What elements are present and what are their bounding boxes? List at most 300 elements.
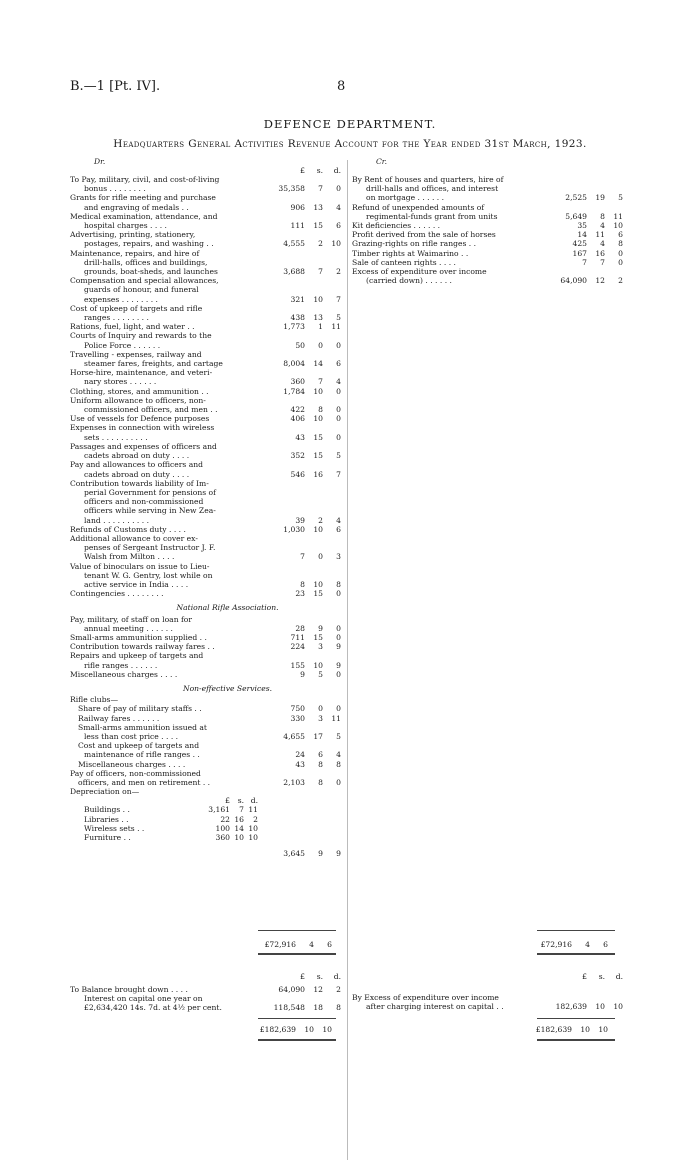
amount-pence: 0 xyxy=(336,632,341,642)
amount-pence: 5 xyxy=(336,313,341,323)
ledger-row-text: grounds, boat-sheds, and launches xyxy=(84,267,218,277)
credit-heading: Cr. xyxy=(376,157,388,166)
ledger-row-text: Advertising, printing, stationery, xyxy=(70,230,196,240)
amount-pounds: 35 xyxy=(577,221,587,231)
amount-pounds: 321 xyxy=(290,294,305,304)
amount-pence: 0 xyxy=(336,778,341,787)
depreciation-pence: 10 xyxy=(248,833,258,843)
ledger-row-text: Rations, fuel, light, and water . . xyxy=(70,322,195,332)
ledger-row-amount xyxy=(253,516,345,525)
amount-shillings: 10 xyxy=(313,579,323,589)
ledger-row xyxy=(70,778,345,787)
ledger-row-amount xyxy=(253,184,345,193)
amount-shillings: 12 xyxy=(595,276,605,286)
amount-pounds: 43 xyxy=(295,759,305,769)
ledger-row xyxy=(70,571,345,580)
amount-pence: 4 xyxy=(336,202,341,212)
ledger-row xyxy=(70,295,345,304)
amount-shillings: 10 xyxy=(313,294,323,304)
ledger-row xyxy=(70,760,345,769)
total-pence: 10 xyxy=(598,1025,608,1034)
ledger-row-amount xyxy=(253,405,345,414)
nra-rows xyxy=(70,615,345,679)
ledger-row-text: cadets abroad on duty . . . . xyxy=(84,451,190,461)
amount-pounds: 43 xyxy=(295,432,305,442)
depreciation-pence: 11 xyxy=(248,805,258,815)
amount-pounds: 50 xyxy=(295,340,305,350)
amount-pence: 7 xyxy=(336,294,341,304)
credit-total-rule-bottom xyxy=(537,953,615,955)
amount-pence: 5 xyxy=(336,451,341,461)
page-header xyxy=(70,79,625,99)
amount-shillings: 15 xyxy=(313,589,323,599)
ledger-row xyxy=(70,239,345,248)
nra-section-title: National Rifle Association. xyxy=(176,603,279,613)
ledger-row-text: sets . . . . . . . . . . xyxy=(84,432,148,442)
ledger-row-text: active service in India . . . . xyxy=(84,579,189,589)
amount-shillings: 2 xyxy=(318,515,323,525)
ledger-row-text: Pay, military, of staff on loan for xyxy=(70,614,193,624)
amount-pounds: 9 xyxy=(300,669,305,679)
balance-debit-column xyxy=(70,972,345,1013)
amount-shillings: 0 xyxy=(318,552,323,562)
amount-pence: 0 xyxy=(336,623,341,633)
amount-pence: 11 xyxy=(331,713,341,723)
ledger-row xyxy=(70,414,345,423)
ledger-row-amount xyxy=(253,624,345,633)
ledger-row-text: on mortgage . . . . . . xyxy=(366,193,445,203)
ledger-row xyxy=(70,741,345,750)
balance-credit-currency-header xyxy=(352,972,627,981)
depreciation-pence: 10 xyxy=(248,823,258,833)
ledger-row-text: bonus . . . . . . . . xyxy=(84,184,146,194)
amount-pounds: 111 xyxy=(290,221,305,231)
total-shillings: 4 xyxy=(309,940,314,949)
ledger-row-text: Contribution towards liability of Im- xyxy=(70,478,209,488)
depreciation-shillings: 10 xyxy=(234,833,244,843)
ledger-row-text: Additional allowance to cover ex- xyxy=(70,533,198,543)
ledger-row xyxy=(70,516,345,525)
depreciation-label: Libraries . . xyxy=(84,814,129,824)
amount-pounds: 23 xyxy=(295,589,305,599)
amount-pence: 9 xyxy=(336,660,341,670)
pence-header: d. xyxy=(333,166,341,175)
ledger-row-text: Railway fares . . . . . . xyxy=(78,713,160,723)
ledger-row xyxy=(352,993,627,1002)
ledger-row xyxy=(352,221,627,230)
ledger-row xyxy=(70,723,345,732)
amount-shillings: 13 xyxy=(313,202,323,212)
ledger-row xyxy=(70,787,345,796)
ledger-row xyxy=(70,377,345,386)
ledger-row xyxy=(70,387,345,396)
ledger-row-amount xyxy=(535,1002,627,1011)
ledger-row-text: Small-arms ammunition supplied . . xyxy=(70,632,207,642)
ledger-row-amount xyxy=(535,193,627,202)
ledger-row xyxy=(352,276,627,285)
ledger-row-text: Walsh from Milton . . . . xyxy=(84,552,175,562)
amount-shillings: 16 xyxy=(595,248,605,258)
ledger-row-amount xyxy=(253,387,345,396)
amount-pence: 4 xyxy=(336,750,341,760)
amount-pence: 10 xyxy=(613,221,623,231)
amount-pence: 8 xyxy=(618,239,623,249)
ledger-row-text: drill-halls and offices, and interest xyxy=(366,184,499,194)
ledger-row xyxy=(70,267,345,276)
amount-pounds: 406 xyxy=(290,414,305,424)
balance-debit-total xyxy=(248,1025,332,1034)
ledger-row xyxy=(70,506,345,515)
depreciation-row xyxy=(70,824,345,833)
amount-pence: 0 xyxy=(336,414,341,424)
ledger-row xyxy=(70,212,345,221)
ledger-row xyxy=(70,714,345,723)
ledger-row-amount xyxy=(535,258,627,267)
amount-shillings: 9 xyxy=(318,623,323,633)
ledger-row-amount xyxy=(253,239,345,248)
ledger-row xyxy=(70,433,345,442)
debit-total-rule-top xyxy=(258,930,336,931)
ledger-row-amount xyxy=(253,732,345,741)
ledger-row-amount xyxy=(253,589,345,598)
amount-shillings: 4 xyxy=(600,221,605,231)
amount-shillings: 1 xyxy=(318,322,323,332)
amount-pounds: 3,645 xyxy=(283,849,305,859)
depreciation-pence: 2 xyxy=(253,814,258,824)
ledger-row-amount xyxy=(253,203,345,212)
ledger-row-text: regimental-funds grant from units xyxy=(366,211,498,221)
ledger-row xyxy=(70,331,345,340)
ledger-row-text: hospital charges . . . . xyxy=(84,221,167,231)
total-shillings: 10 xyxy=(580,1025,590,1034)
depreciation-row xyxy=(70,833,345,842)
ledger-row-text: cadets abroad on duty . . . . xyxy=(84,469,190,479)
ledger-row xyxy=(352,258,627,267)
amount-pence: 9 xyxy=(336,849,341,859)
balance-debit-rows xyxy=(70,985,345,1013)
ledger-row xyxy=(70,405,345,414)
ledger-row xyxy=(70,525,345,534)
ledger-row-text: Maintenance, repairs, and hire of xyxy=(70,248,200,258)
ledger-row-text: Courts of Inquiry and rewards to the xyxy=(70,331,212,341)
amount-pence: 9 xyxy=(336,642,341,652)
amount-shillings: 14 xyxy=(313,359,323,369)
ledger-row-text: after charging interest on capital . . xyxy=(366,1002,504,1012)
document-code: B.—1 [Pt. IV]. xyxy=(70,79,161,94)
amount-pounds: 546 xyxy=(290,469,305,479)
ledger-row-amount xyxy=(253,633,345,642)
ledger-row xyxy=(70,396,345,405)
amount-shillings: 6 xyxy=(318,750,323,760)
ledger-row-text: drill-halls, offices and buildings, xyxy=(84,257,208,267)
ledger-row-text: By Excess of expenditure over income xyxy=(352,993,499,1002)
amount-pence: 0 xyxy=(336,669,341,679)
amount-pounds: 182,639 xyxy=(555,1002,587,1012)
ledger-row xyxy=(70,276,345,285)
ledger-row xyxy=(70,580,345,589)
amount-pence: 8 xyxy=(336,759,341,769)
ledger-row-amount xyxy=(253,714,345,723)
ledger-row-text: Refunds of Customs duty . . . . xyxy=(70,524,186,534)
ledger-row xyxy=(352,1002,627,1011)
ledger-row xyxy=(70,562,345,571)
amount-shillings: 5 xyxy=(318,669,323,679)
ledger-row-text: Value of binoculars on issue to Lieu- xyxy=(70,561,210,571)
ledger-row-text: and engraving of medals . . xyxy=(84,202,189,212)
amount-pounds: 438 xyxy=(290,313,305,323)
ledger-row-amount xyxy=(253,1003,345,1012)
amount-pounds: 906 xyxy=(290,202,305,212)
ledger-row-amount xyxy=(535,221,627,230)
ledger-row-amount xyxy=(253,295,345,304)
ledger-row xyxy=(70,624,345,633)
amount-pounds: 7 xyxy=(582,257,587,267)
ledger-row-amount xyxy=(253,778,345,787)
ledger-row xyxy=(70,1003,345,1012)
ledger-row-text: Medical examination, attendance, and xyxy=(70,211,218,221)
amount-pounds: 224 xyxy=(290,642,305,652)
balance-credit-total-rule-top xyxy=(537,1018,615,1019)
dep-pounds-header: £ xyxy=(225,796,230,806)
ledger-row xyxy=(70,322,345,331)
depreciation-pounds: 100 xyxy=(215,823,230,833)
ledger-row xyxy=(70,230,345,239)
ledger-row-text: Interest on capital one year on xyxy=(84,994,203,1004)
ledger-row-text: Timber rights at Waimarino . . xyxy=(352,248,469,258)
balance-credit-total-rule-bottom xyxy=(537,1039,615,1041)
debit-total-rule-bottom xyxy=(258,953,336,955)
amount-pence: 5 xyxy=(336,731,341,741)
amount-pounds: 118,548 xyxy=(273,1003,305,1013)
ledger-row xyxy=(352,249,627,258)
credit-total xyxy=(524,940,608,949)
total-pounds: £182,639 xyxy=(259,1025,296,1034)
amount-shillings: 15 xyxy=(313,432,323,442)
amount-pounds: 28 xyxy=(295,623,305,633)
ledger-row-amount xyxy=(253,433,345,442)
amount-shillings: 10 xyxy=(313,660,323,670)
amount-shillings: 0 xyxy=(318,340,323,350)
amount-pence: 5 xyxy=(618,193,623,203)
depreciation-row xyxy=(70,815,345,824)
depreciation-shillings: 7 xyxy=(239,805,244,815)
ledger-row xyxy=(352,239,627,248)
pounds-header: £ xyxy=(582,972,587,981)
amount-pounds: 14 xyxy=(577,230,587,240)
amount-pounds: 39 xyxy=(295,515,305,525)
department-title: DEFENCE DEPARTMENT. xyxy=(263,117,437,131)
ledger-row-amount xyxy=(253,552,345,561)
amount-pence: 3 xyxy=(336,552,341,562)
ledger-row xyxy=(70,285,345,294)
amount-pence: 6 xyxy=(336,524,341,534)
amount-pence: 0 xyxy=(336,589,341,599)
amount-pence: 0 xyxy=(336,405,341,415)
amount-pence: 0 xyxy=(336,704,341,714)
ledger-row xyxy=(70,534,345,543)
ledger-row-text: £2,634,420 14s. 7d. at 4½ per cent. xyxy=(84,1003,222,1013)
ledger-row xyxy=(70,695,345,704)
amount-pence: 11 xyxy=(613,211,623,221)
ledger-row xyxy=(70,994,345,1003)
amount-pounds: 360 xyxy=(290,377,305,387)
ledger-row xyxy=(352,184,627,193)
ledger-row xyxy=(70,642,345,651)
ledger-row-text: Contingencies . . . . . . . . xyxy=(70,589,164,599)
ledger-row-text: Miscellaneous charges . . . . xyxy=(78,759,186,769)
amount-pence: 0 xyxy=(336,340,341,350)
amount-pounds: 2,103 xyxy=(283,778,305,787)
amount-pence: 4 xyxy=(336,515,341,525)
amount-pence: 6 xyxy=(336,359,341,369)
total-pence: 10 xyxy=(322,1025,332,1034)
ledger-row-amount xyxy=(535,212,627,221)
amount-shillings: 15 xyxy=(313,221,323,231)
amount-shillings: 17 xyxy=(313,731,323,741)
pence-header: d. xyxy=(615,972,623,981)
amount-shillings: 2 xyxy=(318,239,323,249)
amount-shillings: 10 xyxy=(313,524,323,534)
ledger-row-amount xyxy=(253,313,345,322)
ledger-row-text: Clothing, stores, and ammunition . . xyxy=(70,386,209,396)
ledger-row-text: officers, and men on retirement . . xyxy=(78,778,211,787)
pounds-header: £ xyxy=(300,166,305,175)
ledger-row-text: To Balance brought down . . . . xyxy=(70,985,188,994)
ledger-row-text: annual meeting . . . . . . xyxy=(84,623,173,633)
ledger-row xyxy=(70,350,345,359)
ledger-row xyxy=(352,267,627,276)
ledger-row-text: perial Government for pensions of xyxy=(84,487,216,497)
ledger-row-amount xyxy=(253,470,345,479)
amount-pounds: 167 xyxy=(572,248,587,258)
amount-pounds: 155 xyxy=(290,660,305,670)
ledger-row-text: commissioned officers, and men . . xyxy=(84,405,218,415)
amount-pounds: 352 xyxy=(290,451,305,461)
ledger-row-amount xyxy=(253,377,345,386)
ledger-row-text: To Pay, military, civil, and cost-of-living xyxy=(70,175,220,184)
amount-pounds: 5,649 xyxy=(565,211,587,221)
amount-pounds: 64,090 xyxy=(278,985,305,994)
ledger-row-amount xyxy=(535,230,627,239)
depreciation-total xyxy=(253,849,345,858)
ledger-row xyxy=(352,203,627,212)
ledger-row-text: guards of honour, and funeral xyxy=(84,285,199,295)
ledger-row-text: nary stores . . . . . . xyxy=(84,377,157,387)
amount-shillings: 7 xyxy=(318,184,323,194)
ledger-row-amount xyxy=(253,580,345,589)
ledger-row xyxy=(70,451,345,460)
amount-pounds: 2,525 xyxy=(565,193,587,203)
ledger-row-text: Cost of upkeep of targets and rifle xyxy=(70,303,203,313)
ledger-row-text: Share of pay of military staffs . . xyxy=(78,704,202,714)
total-shillings: 10 xyxy=(304,1025,314,1034)
ledger-row-text: maintenance of rifle ranges . . xyxy=(84,750,200,760)
ledger-row-amount xyxy=(535,276,627,285)
amount-pounds: 422 xyxy=(290,405,305,415)
ledger-row xyxy=(70,368,345,377)
depreciation-label: Furniture . . xyxy=(84,833,131,843)
amount-pounds: 4,655 xyxy=(283,731,305,741)
ledger-row xyxy=(70,497,345,506)
ledger-row xyxy=(70,615,345,624)
amount-pounds: 711 xyxy=(290,632,305,642)
ledger-row-amount xyxy=(535,239,627,248)
depreciation-pounds: 360 xyxy=(215,833,230,843)
ledger-row-amount xyxy=(253,525,345,534)
ledger-row-text: (carried down) . . . . . . xyxy=(366,276,452,286)
ledger-row-text: Rifle clubs— xyxy=(70,695,119,705)
ledger-row-text: tenant W. G. Gentry, lost while on xyxy=(84,570,213,580)
ledger-row xyxy=(70,203,345,212)
ledger-row-text: officers and non-commissioned xyxy=(84,497,204,507)
amount-pounds: 24 xyxy=(295,750,305,760)
depreciation-shillings: 16 xyxy=(234,814,244,824)
ledger-row-text: By Rent of houses and quarters, hire of xyxy=(352,175,504,184)
ledger-row-text: Travelling - expenses, railway and xyxy=(70,349,202,359)
amount-shillings: 8 xyxy=(318,405,323,415)
debit-currency-header xyxy=(70,166,345,175)
amount-pounds: 1,773 xyxy=(283,322,305,332)
ledger-row xyxy=(70,633,345,642)
ledger-row xyxy=(70,651,345,660)
ledger-row xyxy=(70,488,345,497)
ledger-row-amount xyxy=(253,414,345,423)
debit-rows xyxy=(70,175,345,598)
ledger-row-text: Miscellaneous charges . . . . xyxy=(70,669,178,679)
amount-pence: 8 xyxy=(336,1003,341,1013)
ledger-row-text: Profit derived from the sale of horses xyxy=(352,230,496,240)
amount-shillings: 18 xyxy=(313,1003,323,1013)
ledger-row-text: Horse-hire, maintenance, and veteri- xyxy=(70,368,213,378)
amount-shillings: 8 xyxy=(318,778,323,787)
shillings-header: s. xyxy=(316,166,323,175)
total-pounds: £72,916 xyxy=(264,940,296,949)
amount-pence: 2 xyxy=(618,276,623,286)
depreciation-label: Buildings . . xyxy=(84,805,130,815)
debit-heading: Dr. xyxy=(94,157,106,166)
balance-credit-total xyxy=(524,1025,608,1034)
ledger-row xyxy=(352,212,627,221)
ledger-row-text: Excess of expenditure over income xyxy=(352,267,487,277)
ledger-row-text: officers while serving in New Zea- xyxy=(84,506,216,516)
amount-pence: 0 xyxy=(336,386,341,396)
ledger-row-amount xyxy=(253,661,345,670)
ledger-row-amount xyxy=(253,451,345,460)
amount-shillings: 13 xyxy=(313,313,323,323)
amount-pence: 6 xyxy=(336,221,341,231)
amount-pence: 0 xyxy=(618,257,623,267)
ledger-row-amount xyxy=(253,760,345,769)
ledger-row xyxy=(70,313,345,322)
ledger-row xyxy=(70,193,345,202)
nes-section-title: Non-effective Services. xyxy=(182,683,273,693)
ledger-row xyxy=(70,221,345,230)
ledger-row-text: Small-arms ammunition issued at xyxy=(78,722,207,732)
ledger-row xyxy=(70,985,345,994)
ledger-row xyxy=(70,704,345,713)
credit-rows xyxy=(352,175,627,285)
page-number: 8 xyxy=(337,79,346,94)
ledger-row-text: Uniform allowance to officers, non- xyxy=(70,395,206,405)
amount-pounds: 1,784 xyxy=(283,386,305,396)
ledger-row-text: ranges . . . . . . . . xyxy=(84,313,149,323)
ledger-row-text: land . . . . . . . . . . xyxy=(84,515,149,525)
amount-shillings: 7 xyxy=(600,257,605,267)
ledger-row-amount xyxy=(253,322,345,331)
total-shillings: 4 xyxy=(585,940,590,949)
amount-shillings: 12 xyxy=(313,985,323,994)
ledger-row-text: postages, repairs, and washing . . xyxy=(84,239,214,249)
